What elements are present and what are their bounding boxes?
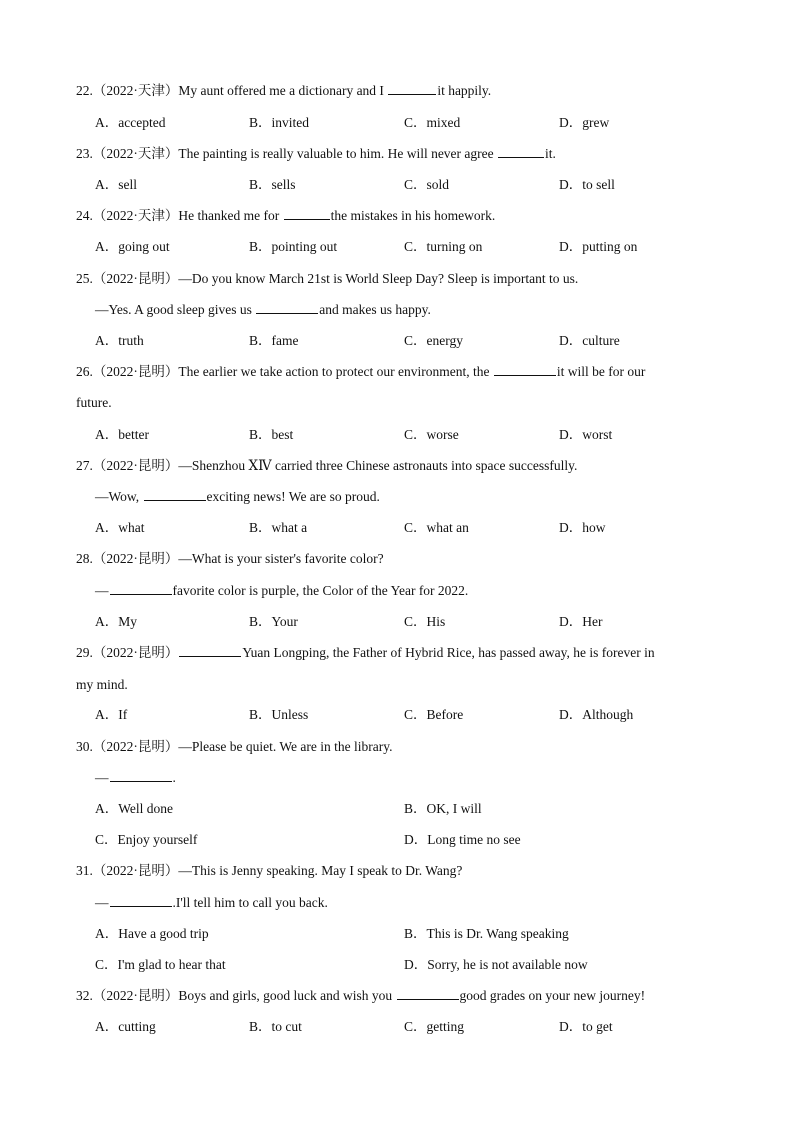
question-25-option-b[interactable]: B．fame [249,333,299,348]
stem-text: My aunt offered me a dictionary and I [178,83,388,98]
question-24-option-a[interactable]: A．going out [95,239,170,254]
question-source: （2022·天津） [92,208,179,223]
question-24-option-c[interactable]: C．turning on [404,239,483,254]
stem-text: exciting news! We are so proud. [206,489,380,504]
question-source: （2022·昆明） [92,458,179,473]
stem-text: it. [545,146,556,161]
question-source: （2022·昆明） [92,645,179,660]
question-32-stem [76,987,645,1005]
question-25-stem [76,270,578,288]
question-29-option-b[interactable]: B．Unless [249,707,309,722]
question-source: （2022·昆明） [92,271,179,286]
question-22-option-d[interactable]: D．grew [559,115,610,130]
question-32-option-a[interactable]: A．cutting [95,1019,156,1034]
question-26-option-a[interactable]: A．better [95,427,149,442]
answer-blank [284,207,330,220]
stem-text: He thanked me for [178,208,283,223]
question-26-option-d[interactable]: D．worst [559,427,613,442]
question-number: 32. [76,988,93,1003]
question-28-option-b[interactable]: B．Your [249,614,298,629]
answer-blank [110,582,172,595]
question-22-option-b[interactable]: B．invited [249,115,309,130]
stem-text: Boys and girls, good luck and wish you [178,988,396,1003]
question-29-stem [76,644,655,662]
stem-text: The earlier we take action to protect our environment, the [178,364,493,379]
question-number: 22. [76,83,93,98]
question-31-option-b[interactable]: B．This is Dr. Wang speaking [404,926,569,941]
stem-text: — [95,770,109,785]
question-29-stem-continued: my mind. [76,677,128,692]
question-23-option-c[interactable]: C．sold [404,177,450,192]
stem-text: —What is your sister's favorite color? [178,551,384,566]
question-32-option-c[interactable]: C．getting [404,1019,464,1034]
question-26-option-b[interactable]: B．best [249,427,294,442]
question-number: 29. [76,645,93,660]
answer-blank [110,894,172,907]
question-24-stem [76,207,495,225]
answer-blank [388,82,436,95]
answer-blank [494,363,556,376]
question-31-stem-reply [95,894,328,912]
question-source: （2022·昆明） [92,863,179,878]
question-28-option-d[interactable]: D．Her [559,614,603,629]
question-26-stem-continued: future. [76,395,112,410]
answer-blank [256,301,318,314]
question-number: 25. [76,271,93,286]
answer-blank [110,769,172,782]
question-31-stem [76,862,462,880]
question-32-option-b[interactable]: B．to cut [249,1019,302,1034]
question-24-option-d[interactable]: D．putting on [559,239,638,254]
answer-blank [498,145,544,158]
stem-text: it will be for our [556,364,646,379]
question-22-option-a[interactable]: A．accepted [95,115,166,130]
question-source: （2022·昆明） [92,551,179,566]
question-30-option-c[interactable]: C．Enjoy yourself [95,832,198,847]
stem-text: —Do you know March 21st is World Sleep Day? Sleep is important to us. [178,271,579,286]
question-27-option-b[interactable]: B．what a [249,520,308,535]
question-25-option-d[interactable]: D．culture [559,333,620,348]
question-source: （2022·天津） [92,83,179,98]
question-32-option-d[interactable]: D．to get [559,1019,613,1034]
answer-blank [144,488,206,501]
question-source: （2022·昆明） [92,988,179,1003]
question-23-option-b[interactable]: B．sells [249,177,296,192]
question-number: 31. [76,863,93,878]
question-27-option-c[interactable]: C．what an [404,520,469,535]
stem-text: —Yes. A good sleep gives us [95,302,256,317]
stem-text: —This is Jenny speaking. May I speak to Dr. Wang? [178,863,463,878]
question-28-option-c[interactable]: C．His [404,614,446,629]
question-30-stem [76,738,392,756]
stem-text: — [95,895,109,910]
question-23-option-a[interactable]: A．sell [95,177,137,192]
question-30-stem-reply [95,769,176,787]
question-29-option-c[interactable]: C．Before [404,707,464,722]
question-27-stem [76,457,577,475]
question-number: 28. [76,551,93,566]
question-25-stem-reply [95,301,431,319]
question-29-option-d[interactable]: D．Although [559,707,634,722]
question-28-stem-reply [95,582,468,600]
stem-text: favorite color is purple, the Color of the Year for 2022. [172,583,469,598]
question-27-stem-reply [95,488,380,506]
question-number: 26. [76,364,93,379]
question-source: （2022·天津） [92,146,179,161]
question-26-option-c[interactable]: C．worse [404,427,459,442]
question-source: （2022·昆明） [92,739,179,754]
question-30-option-b[interactable]: B．OK, I will [404,801,482,816]
stem-text: The painting is really valuable to him. He will never agree [178,146,498,161]
question-number: 30. [76,739,93,754]
question-31-option-c[interactable]: C．I'm glad to hear that [95,957,226,972]
question-number: 23. [76,146,93,161]
stem-text: .I'll tell him to call you back. [172,895,328,910]
question-25-option-c[interactable]: C．energy [404,333,463,348]
question-28-option-a[interactable]: A．My [95,614,138,629]
question-number: 27. [76,458,93,473]
question-27-option-a[interactable]: A．what [95,520,145,535]
question-26-stem [76,363,645,381]
question-22-option-c[interactable]: C．mixed [404,115,461,130]
question-29-option-a[interactable]: A．If [95,707,128,722]
question-28-stem [76,550,384,568]
question-30-option-d[interactable]: D．Long time no see [404,832,521,847]
question-25-option-a[interactable]: A．truth [95,333,144,348]
stem-text: —Shenzhou ⅩⅣ carried three Chinese astronauts into space successfully. [178,458,578,473]
question-31-option-a[interactable]: A．Have a good trip [95,926,209,941]
stem-text: — [95,583,109,598]
stem-text: —Wow, [95,489,143,504]
question-30-option-a[interactable]: A．Well done [95,801,174,816]
question-22-stem [76,82,491,100]
question-23-stem [76,145,556,163]
answer-blank [179,644,241,657]
stem-text: —Please be quiet. We are in the library. [178,739,393,754]
question-24-option-b[interactable]: B．pointing out [249,239,338,254]
stem-text: good grades on your new journey! [459,988,646,1003]
answer-blank [397,987,459,1000]
question-source: （2022·昆明） [92,364,179,379]
stem-text: and makes us happy. [319,302,431,317]
question-number: 24. [76,208,93,223]
stem-text: it happily. [437,83,492,98]
question-27-option-d[interactable]: D．how [559,520,606,535]
stem-text: the mistakes in his homework. [330,208,496,223]
question-31-option-d[interactable]: D．Sorry, he is not available now [404,957,588,972]
question-23-option-d[interactable]: D．to sell [559,177,615,192]
stem-text: . [172,770,176,785]
stem-text: Yuan Longping, the Father of Hybrid Rice, has passed away, he is forever in [242,645,655,660]
